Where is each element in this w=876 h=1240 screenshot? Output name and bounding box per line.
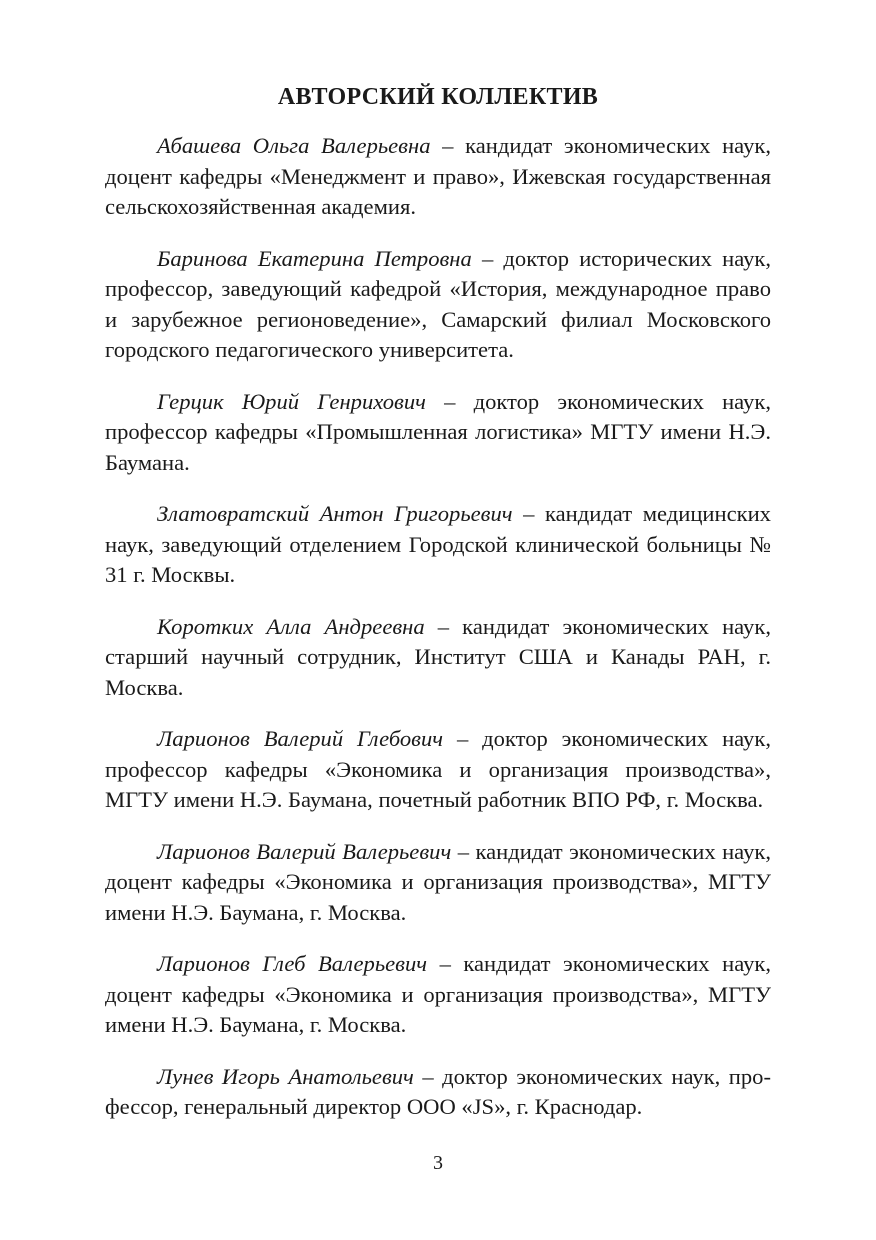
author-entry <box>105 837 771 929</box>
author-description: – кандидат экономических наук, старший научный сотрудник, Институт США и Канады РАН, г. Москва. <box>105 613 771 700</box>
author-entry <box>105 1062 771 1123</box>
author-entry <box>105 499 771 591</box>
author-name: Абашева Ольга Валерьевна <box>157 133 431 158</box>
author-name: Златовратский Антон Григорьевич <box>157 501 513 526</box>
author-description: – доктор исторических наук, профессор, заведующий кафедрой «История, международное право и зарубежное регионоведение», Самарский филиал Московского городского педагогического университета. <box>105 245 771 362</box>
author-description: – кандидат экономических наук, доцент кафедры «Экономика и организация производства», МГТУ имени Н.Э. Баумана, г. Москва. <box>105 951 771 1037</box>
author-entry <box>105 949 771 1041</box>
author-entry <box>105 244 771 366</box>
author-name: Коротких Алла Андреевна <box>157 613 425 639</box>
page-number: 3 <box>433 1152 443 1174</box>
page-content <box>105 80 771 1144</box>
author-name: Ларионов Глеб Валерьевич <box>157 951 428 976</box>
author-entry <box>105 387 771 479</box>
author-description: – кандидат экономических наук, доцент кафедры «Менеджмент и право», Ижевская государственная сельскохозяйственная академия. <box>105 133 771 219</box>
author-description: – доктор экономических наук, профессор кафедры «Экономика и организация производства», МГТУ имени Н.Э. Баумана, почетный работник ВПО РФ, г. Москва. <box>105 726 771 812</box>
author-name: Герцик Юрий Генрихович <box>157 388 426 414</box>
author-entry <box>105 131 771 223</box>
author-entry <box>105 724 771 816</box>
author-description: – кандидат экономических наук, доцент кафедры «Экономика и организация производства», МГТУ имени Н.Э. Баумана, г. Москва. <box>105 838 771 925</box>
author-description: – доктор экономических наук, профессор кафедры «Промышленная логистика» МГТУ имени Н.Э. Баумана. <box>105 388 771 475</box>
author-description: – доктор экономических наук, профессор, генеральный директор ООО «JS», г. Краснодар. <box>105 1063 771 1119</box>
author-name: Баринова Екатерина Петровна <box>157 245 472 271</box>
author-entry <box>105 612 771 704</box>
page-title: АВТОРСКИЙ КОЛЛЕКТИВ <box>277 84 599 110</box>
author-description: – кандидат медицинских наук, заведующий отделением Городской клинической больницы № 31 г. Москвы. <box>105 501 771 587</box>
author-name: Лунев Игорь Анатольевич <box>157 1063 414 1089</box>
author-name: Ларионов Валерий Валерьевич <box>157 838 452 864</box>
author-name: Ларионов Валерий Глебович <box>157 726 444 751</box>
